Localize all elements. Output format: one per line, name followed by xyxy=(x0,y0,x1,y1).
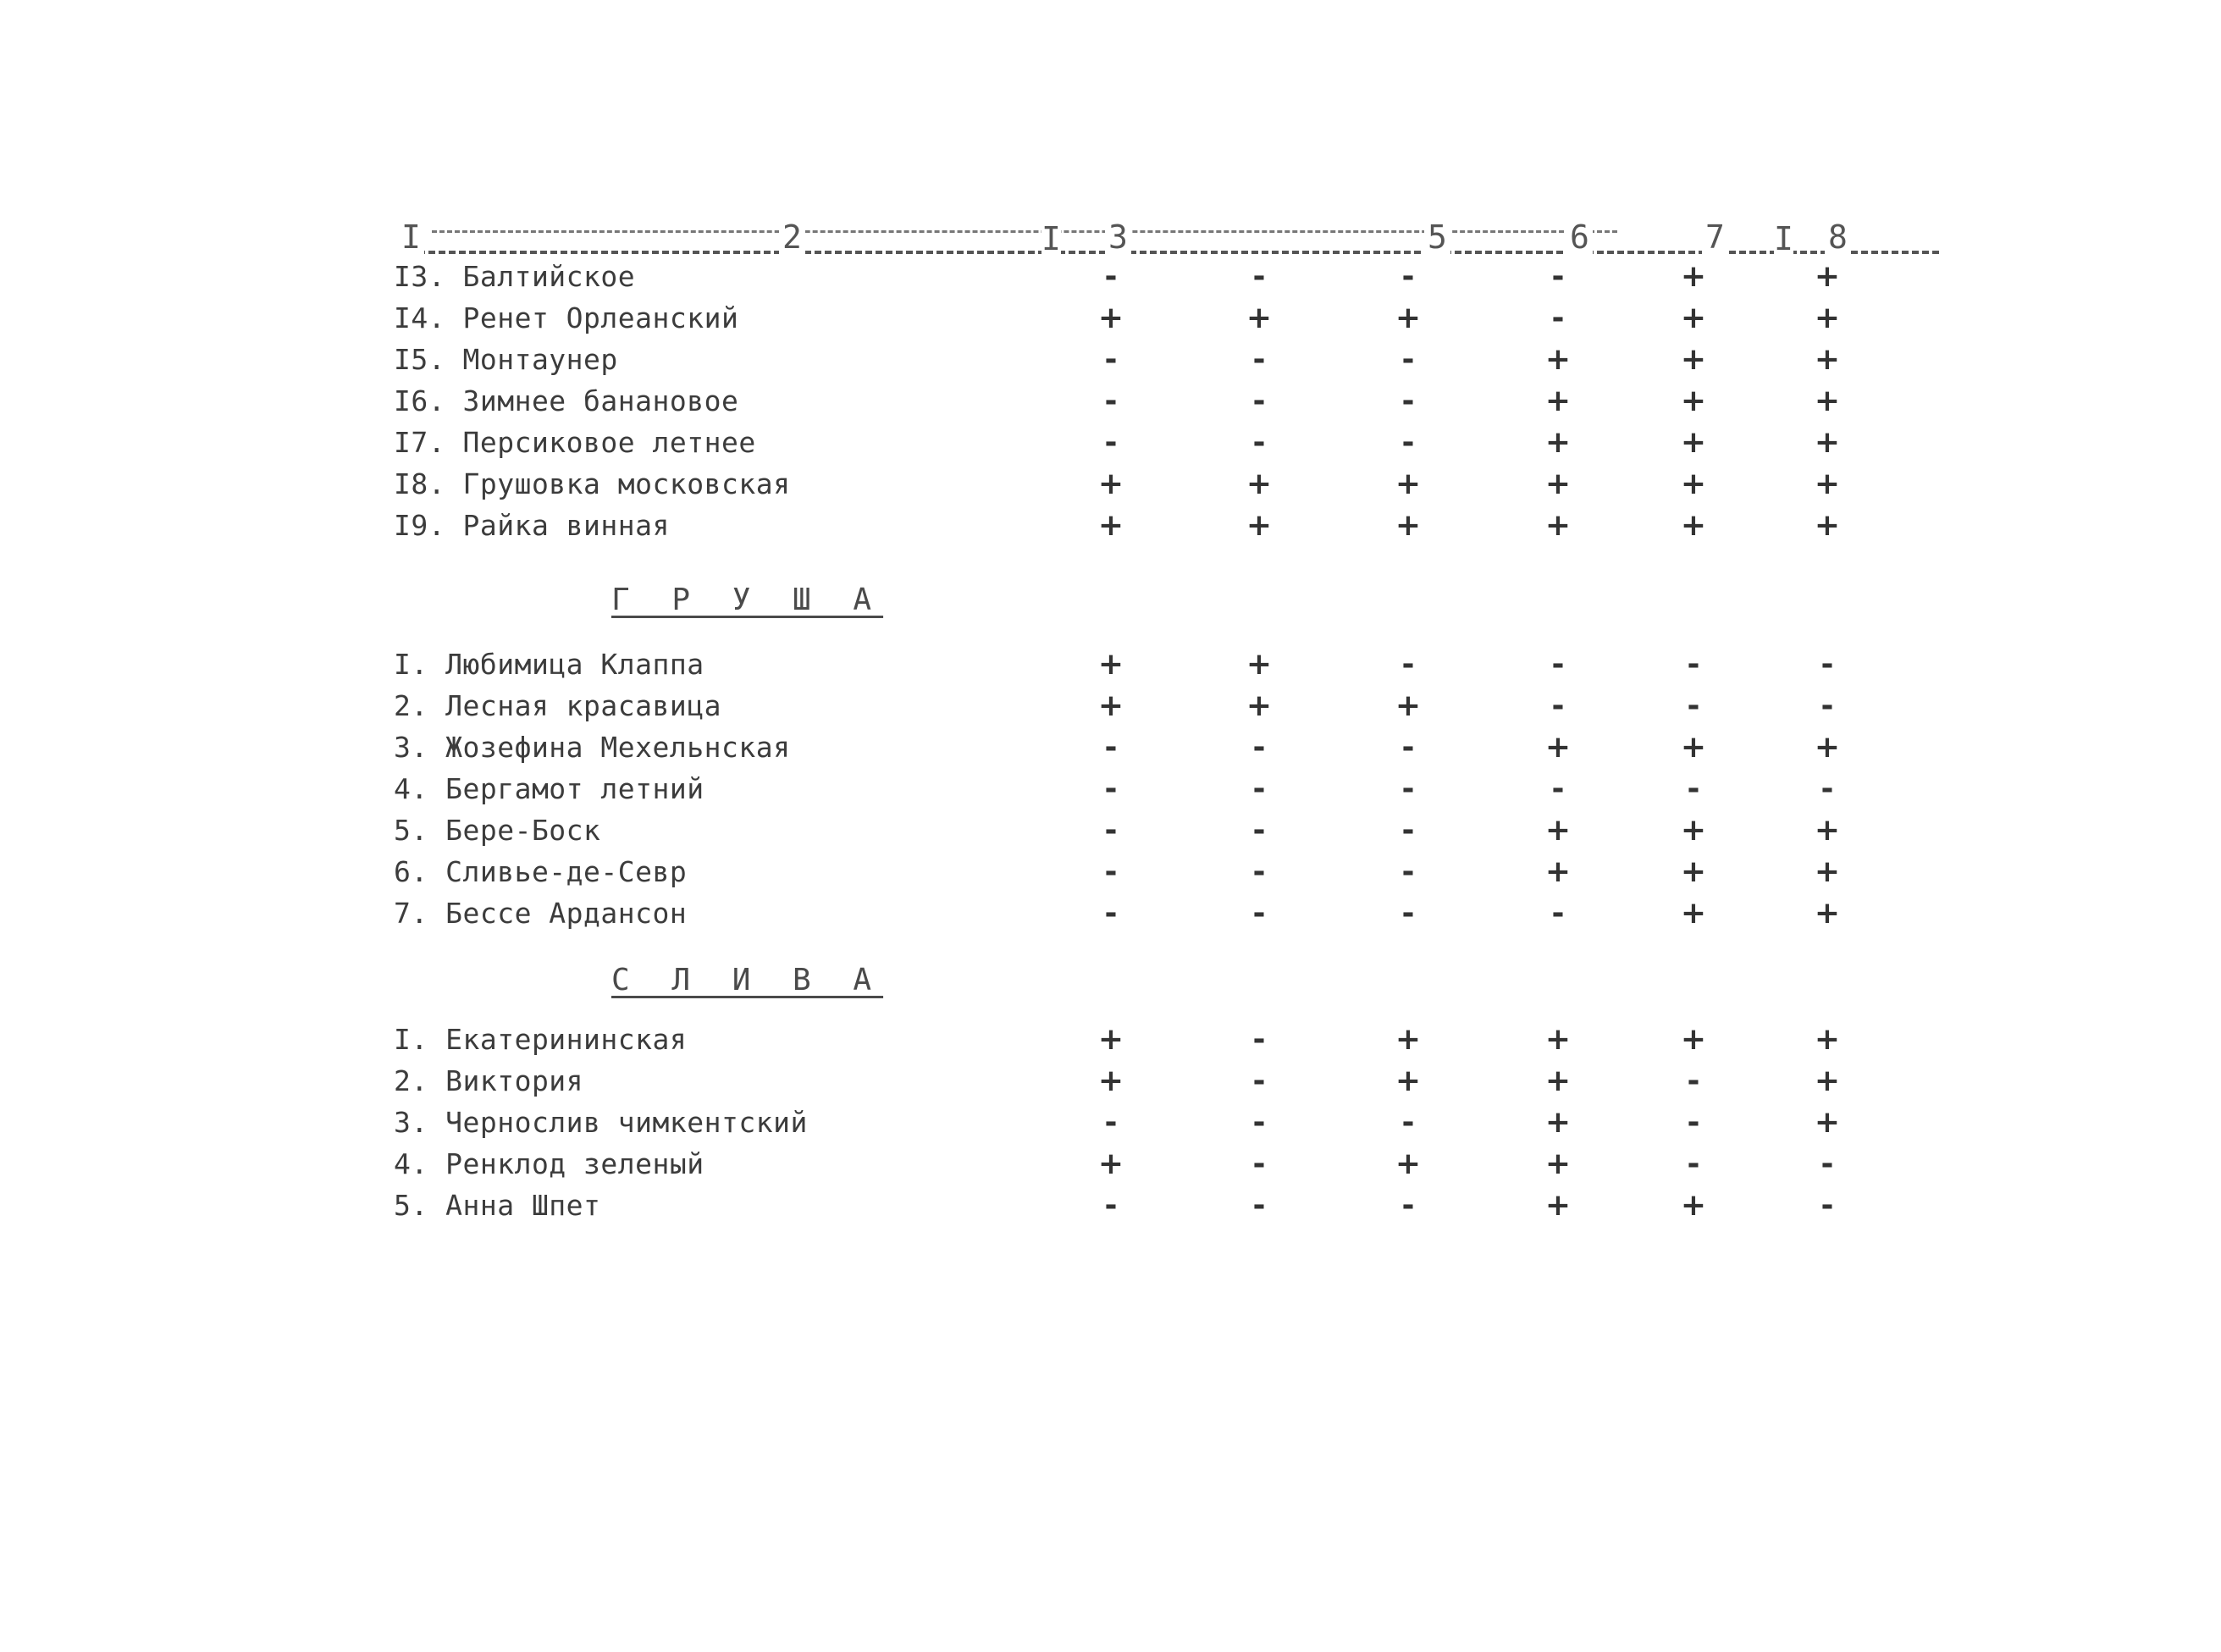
plum-mark-col-4: - xyxy=(1252,1146,1266,1181)
header-col-7: 7 xyxy=(1702,220,1728,254)
apple-mark-col-6: + xyxy=(1544,425,1572,460)
pear-mark-col-4: - xyxy=(1252,730,1266,765)
pear-variety-name: 6. Сливье-де-Севр xyxy=(394,855,688,888)
pear-variety-name: 7. Бессе Ардансон xyxy=(394,897,688,930)
apple-mark-col-3: - xyxy=(1104,259,1118,294)
table-header xyxy=(398,218,1939,261)
pear-mark-col-8: + xyxy=(1814,854,1841,889)
apple-mark-col-4: + xyxy=(1246,508,1273,543)
plum-mark-col-8: + xyxy=(1814,1022,1841,1057)
pear-mark-col-3: - xyxy=(1104,813,1118,848)
apple-mark-col-4: - xyxy=(1252,259,1266,294)
plum-row xyxy=(0,1143,2221,1185)
pear-row xyxy=(0,851,2221,892)
apple-mark-col-7: + xyxy=(1680,259,1707,294)
plum-mark-col-5: - xyxy=(1401,1105,1415,1140)
header-separator-2: I xyxy=(1774,220,1793,257)
pear-mark-col-6: - xyxy=(1551,647,1565,682)
apple-row xyxy=(0,463,2221,505)
apple-mark-col-4: - xyxy=(1252,384,1266,418)
plum-section-title: С Л И В А xyxy=(611,963,884,997)
plum-mark-col-3: - xyxy=(1104,1188,1118,1223)
plum-variety-name: 2. Виктория xyxy=(394,1064,584,1097)
pear-row xyxy=(0,685,2221,727)
apple-mark-col-5: - xyxy=(1401,342,1415,377)
apple-mark-col-8: + xyxy=(1814,384,1841,418)
pear-row xyxy=(0,892,2221,934)
pear-mark-col-4: - xyxy=(1252,813,1266,848)
pear-row xyxy=(0,644,2221,685)
apple-mark-col-5: - xyxy=(1401,384,1415,418)
plum-mark-col-3: + xyxy=(1097,1146,1124,1181)
pear-mark-col-8: - xyxy=(1820,647,1834,682)
apple-mark-col-3: + xyxy=(1097,508,1124,543)
pear-mark-col-8: + xyxy=(1814,896,1841,931)
pear-mark-col-4: - xyxy=(1252,896,1266,931)
plum-row xyxy=(0,1019,2221,1060)
apple-variety-name: I6. Зимнее банановое xyxy=(394,384,739,417)
apple-mark-col-5: + xyxy=(1395,467,1422,501)
pear-variety-name: 5. Бере-Боск xyxy=(394,814,601,847)
pear-variety-name: I. Любимица Клаппа xyxy=(394,648,704,681)
apple-mark-col-4: - xyxy=(1252,425,1266,460)
pear-mark-col-5: + xyxy=(1395,688,1422,723)
header-col-5: 5 xyxy=(1424,220,1450,254)
plum-mark-col-7: - xyxy=(1687,1146,1700,1181)
apple-mark-col-7: + xyxy=(1680,467,1707,501)
pear-mark-col-6: - xyxy=(1551,688,1565,723)
pear-mark-col-3: + xyxy=(1097,688,1124,723)
pear-mark-col-3: + xyxy=(1097,647,1124,682)
plum-mark-col-8: - xyxy=(1820,1188,1834,1223)
header-col-2: 2 xyxy=(779,220,805,254)
plum-mark-col-8: + xyxy=(1814,1064,1841,1098)
pear-mark-col-7: + xyxy=(1680,730,1707,765)
plum-mark-col-7: - xyxy=(1687,1105,1700,1140)
apple-mark-col-3: + xyxy=(1097,301,1124,335)
apple-mark-col-8: + xyxy=(1814,425,1841,460)
apple-mark-col-7: + xyxy=(1680,508,1707,543)
apple-variety-name: I4. Ренет Орлеанский xyxy=(394,301,739,334)
apple-mark-col-6: + xyxy=(1544,342,1572,377)
apple-mark-col-8: + xyxy=(1814,508,1841,543)
plum-row xyxy=(0,1185,2221,1226)
pear-mark-col-8: + xyxy=(1814,813,1841,848)
pear-mark-col-5: - xyxy=(1401,647,1415,682)
apple-row xyxy=(0,505,2221,546)
plum-row xyxy=(0,1060,2221,1102)
pear-mark-col-7: + xyxy=(1680,854,1707,889)
pear-mark-col-7: + xyxy=(1680,896,1707,931)
apple-mark-col-8: + xyxy=(1814,259,1841,294)
apple-mark-col-4: + xyxy=(1246,301,1273,335)
plum-mark-col-5: + xyxy=(1395,1146,1422,1181)
header-separator-1: I xyxy=(1041,220,1061,257)
pear-mark-col-5: - xyxy=(1401,854,1415,889)
apple-mark-col-8: + xyxy=(1814,301,1841,335)
apple-mark-col-4: + xyxy=(1246,467,1273,501)
pear-mark-col-3: - xyxy=(1104,771,1118,806)
apple-mark-col-7: + xyxy=(1680,425,1707,460)
pear-mark-col-6: + xyxy=(1544,813,1572,848)
pear-mark-col-7: - xyxy=(1687,771,1700,806)
header-col-1: I xyxy=(398,220,424,254)
pear-mark-col-6: - xyxy=(1551,771,1565,806)
pear-mark-col-3: - xyxy=(1104,854,1118,889)
pear-mark-col-7: - xyxy=(1687,688,1700,723)
pear-section-title: Г Р У Ш А xyxy=(611,583,884,617)
pear-variety-name: 3. Жозефина Мехельнская xyxy=(394,731,791,764)
apple-mark-col-6: + xyxy=(1544,467,1572,501)
pear-mark-col-6: + xyxy=(1544,854,1572,889)
apple-variety-name: I8. Грушовка московская xyxy=(394,467,791,500)
plum-mark-col-4: - xyxy=(1252,1064,1266,1098)
apple-mark-col-5: - xyxy=(1401,425,1415,460)
plum-mark-col-6: + xyxy=(1544,1146,1572,1181)
pear-row xyxy=(0,768,2221,809)
apple-row xyxy=(0,339,2221,380)
pear-mark-col-3: - xyxy=(1104,730,1118,765)
plum-mark-col-5: + xyxy=(1395,1064,1422,1098)
apple-mark-col-3: - xyxy=(1104,425,1118,460)
pear-mark-col-5: - xyxy=(1401,730,1415,765)
plum-mark-col-4: - xyxy=(1252,1105,1266,1140)
plum-mark-col-3: + xyxy=(1097,1064,1124,1098)
apple-mark-col-3: - xyxy=(1104,384,1118,418)
apple-mark-col-6: - xyxy=(1551,259,1565,294)
plum-variety-name: 5. Анна Шпет xyxy=(394,1189,601,1222)
pear-mark-col-4: - xyxy=(1252,771,1266,806)
pear-variety-name: 4. Бергамот летний xyxy=(394,772,704,805)
plum-variety-name: I. Екатерининская xyxy=(394,1023,688,1056)
apple-mark-col-5: + xyxy=(1395,508,1422,543)
apple-mark-col-6: + xyxy=(1544,384,1572,418)
apple-mark-col-6: - xyxy=(1551,301,1565,335)
plum-mark-col-6: + xyxy=(1544,1022,1572,1057)
plum-variety-name: 3. Чернослив чимкентский xyxy=(394,1106,808,1139)
plum-mark-col-6: + xyxy=(1544,1064,1572,1098)
plum-mark-col-6: + xyxy=(1544,1188,1572,1223)
apple-variety-name: I9. Райка винная xyxy=(394,509,670,542)
header-col-6: 6 xyxy=(1566,220,1593,254)
pear-mark-col-6: + xyxy=(1544,730,1572,765)
plum-mark-col-7: + xyxy=(1680,1188,1707,1223)
plum-mark-col-5: - xyxy=(1401,1188,1415,1223)
apple-row xyxy=(0,256,2221,297)
plum-mark-col-4: - xyxy=(1252,1188,1266,1223)
apple-mark-col-3: + xyxy=(1097,467,1124,501)
pear-mark-col-4: + xyxy=(1246,688,1273,723)
plum-mark-col-8: - xyxy=(1820,1146,1834,1181)
pear-row xyxy=(0,809,2221,851)
pear-mark-col-6: - xyxy=(1551,896,1565,931)
pear-mark-col-4: + xyxy=(1246,647,1273,682)
pear-mark-col-3: - xyxy=(1104,896,1118,931)
plum-mark-col-7: + xyxy=(1680,1022,1707,1057)
pear-row xyxy=(0,727,2221,768)
plum-mark-col-6: + xyxy=(1544,1105,1572,1140)
apple-variety-name: I5. Монтаунер xyxy=(394,343,618,376)
plum-row xyxy=(0,1102,2221,1143)
pear-mark-col-5: - xyxy=(1401,813,1415,848)
pear-mark-col-7: + xyxy=(1680,813,1707,848)
apple-mark-col-6: + xyxy=(1544,508,1572,543)
plum-mark-col-7: - xyxy=(1687,1064,1700,1098)
plum-mark-col-3: + xyxy=(1097,1022,1124,1057)
plum-mark-col-8: + xyxy=(1814,1105,1841,1140)
pear-mark-col-4: - xyxy=(1252,854,1266,889)
pear-mark-col-7: - xyxy=(1687,647,1700,682)
pear-variety-name: 2. Лесная красавица xyxy=(394,689,721,722)
pear-mark-col-8: - xyxy=(1820,688,1834,723)
plum-variety-name: 4. Ренклод зеленый xyxy=(394,1147,704,1180)
apple-row xyxy=(0,380,2221,422)
header-col-3: 3 xyxy=(1105,220,1131,254)
pear-mark-col-8: - xyxy=(1820,771,1834,806)
apple-mark-col-7: + xyxy=(1680,342,1707,377)
apple-mark-col-3: - xyxy=(1104,342,1118,377)
plum-mark-col-4: - xyxy=(1252,1022,1266,1057)
apple-mark-col-5: - xyxy=(1401,259,1415,294)
apple-mark-col-7: + xyxy=(1680,384,1707,418)
apple-variety-name: I3. Балтийское xyxy=(394,260,636,293)
apple-mark-col-8: + xyxy=(1814,467,1841,501)
apple-mark-col-8: + xyxy=(1814,342,1841,377)
plum-mark-col-5: + xyxy=(1395,1022,1422,1057)
plum-mark-col-3: - xyxy=(1104,1105,1118,1140)
apple-row xyxy=(0,297,2221,339)
apple-mark-col-4: - xyxy=(1252,342,1266,377)
pear-mark-col-5: - xyxy=(1401,896,1415,931)
apple-mark-col-7: + xyxy=(1680,301,1707,335)
apple-variety-name: I7. Персиковое летнее xyxy=(394,426,756,459)
pear-mark-col-8: + xyxy=(1814,730,1841,765)
apple-row xyxy=(0,422,2221,463)
header-col-8: 8 xyxy=(1825,220,1851,254)
pear-mark-col-5: - xyxy=(1401,771,1415,806)
apple-mark-col-5: + xyxy=(1395,301,1422,335)
